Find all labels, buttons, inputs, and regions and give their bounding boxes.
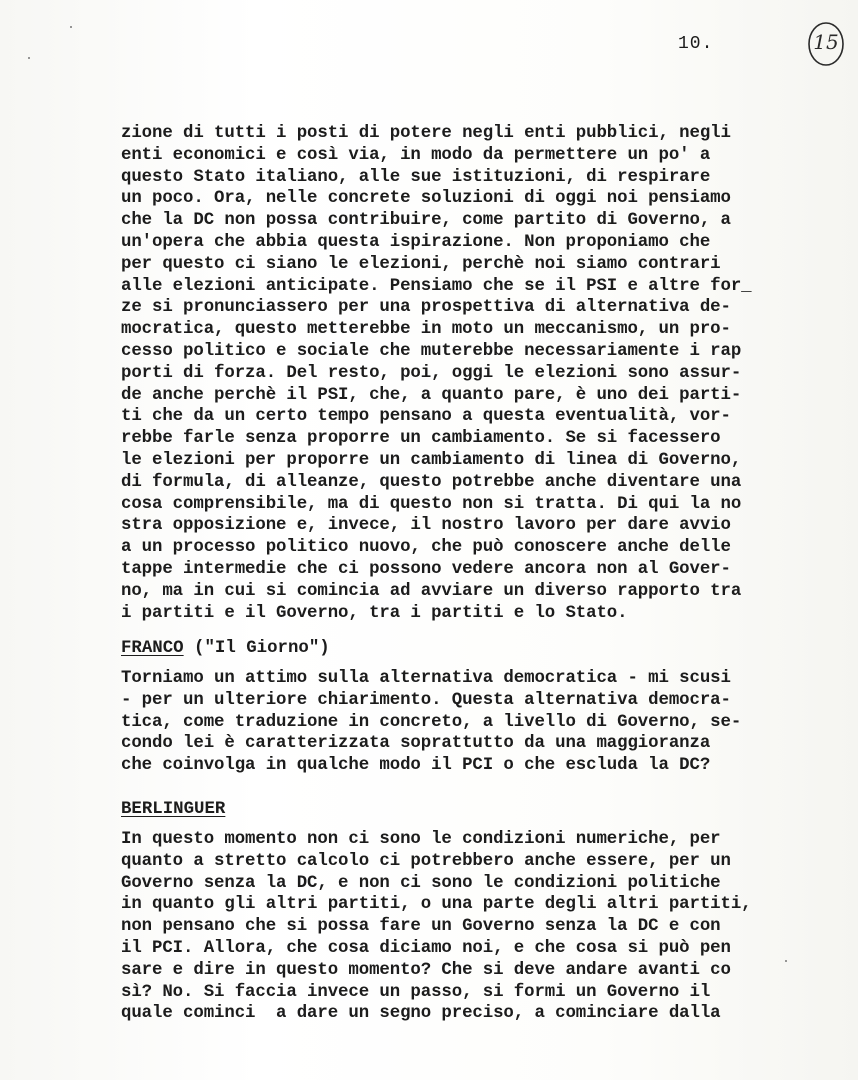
text-line: i partiti e il Governo, tra i partiti e lo Stato. — [121, 603, 628, 623]
text-line: condo lei è caratterizzata soprattutto da una maggioranza — [121, 734, 711, 754]
text-line: cesso politico e sociale che muterebbe necessariamente i rap — [121, 341, 742, 361]
page-number: 10. — [678, 34, 714, 54]
text-line: enti economici e così via, in modo da permettere un po' a — [121, 145, 711, 165]
text-line: un'opera che abbia questa ispirazione. Non proponiamo che — [121, 232, 711, 252]
text-line: tappe intermedie che ci possono vedere ancora non al Gover- — [121, 559, 731, 579]
archive-stamp-number: 15 — [813, 30, 839, 54]
text-line: di formula, di alleanze, questo potrebbe anche diventare una — [121, 472, 742, 492]
archive-stamp — [806, 20, 846, 68]
text-line: tica, come traduzione in concreto, a livello di Governo, se- — [121, 712, 742, 732]
text-line: sare e dire in questo momento? Che si deve andare avanti co — [121, 960, 731, 980]
text-line: sì? No. Si faccia invece un passo, si formi un Governo il — [121, 982, 711, 1002]
text-line: In questo momento non ci sono le condizioni numeriche, per — [121, 830, 721, 849]
text-line: quanto a stretto calcolo ci potrebbero anche essere, per un — [121, 851, 731, 871]
paper-speck — [785, 960, 787, 962]
text-line: per questo ci siano le elezioni, perchè noi siamo contrari — [121, 254, 721, 274]
text-line: de anche perchè il PSI, che, a quanto pare, è uno dei parti- — [121, 385, 742, 405]
paragraph-1 — [121, 123, 781, 624]
text-line: no, ma in cui si comincia ad avviare un diverso rapporto tra — [121, 581, 742, 601]
text-line: alle elezioni anticipate. Pensiamo che se il PSI e altre for_ — [121, 276, 752, 296]
text-line: che la DC non possa contribuire, come partito di Governo, a — [121, 211, 731, 231]
text-line: zione di tutti i posti di potere negli enti pubblici, negli — [121, 124, 731, 143]
text-line: ti che da un certo tempo pensano a questa eventualità, vor- — [121, 407, 731, 427]
speaker-franco — [121, 639, 330, 658]
text-line: il PCI. Allora, che cosa diciamo noi, e che cosa si può pen — [121, 938, 731, 958]
speaker-franco-affiliation: ("Il Giorno") — [183, 639, 330, 658]
text-line: Governo senza la DC, e non ci sono le condizioni politiche — [121, 873, 721, 893]
text-line: porti di forza. Del resto, poi, oggi le elezioni sono assur- — [121, 363, 742, 383]
text-line: questo Stato italiano, alle sue istituzioni, di respirare — [121, 167, 711, 187]
speaker-berlinguer — [121, 800, 225, 819]
paper-speck — [28, 57, 30, 59]
text-line: che coinvolga in qualche modo il PCI o che escluda la DC? — [121, 756, 711, 776]
text-line: un poco. Ora, nelle concrete soluzioni di oggi noi pensiamo — [121, 189, 731, 209]
paragraph-2 — [121, 668, 781, 777]
paper-speck — [70, 26, 72, 28]
text-line: in quanto gli altri partiti, o una parte degli altri partiti, — [121, 895, 752, 915]
text-line: le elezioni per proporre un cambiamento di linea di Governo, — [121, 450, 742, 470]
text-line: - per un ulteriore chiarimento. Questa alternativa democra- — [121, 690, 731, 710]
paragraph-3 — [121, 829, 781, 1025]
text-line: quale cominci a dare un segno preciso, a cominciare dalla — [121, 1004, 721, 1024]
text-line: stra opposizione e, invece, il nostro lavoro per dare avvio — [121, 516, 731, 536]
text-line: Torniamo un attimo sulla alternativa democratica - mi scusi — [121, 669, 731, 688]
text-line: cosa comprensibile, ma di questo non si tratta. Di qui la no — [121, 494, 742, 514]
text-line: a un processo politico nuovo, che può conoscere anche delle — [121, 538, 731, 558]
text-line: ze si pronunciassero per una prospettiva di alternativa de- — [121, 298, 731, 318]
text-line: rebbe farle senza proporre un cambiamento. Se si facessero — [121, 429, 721, 449]
speaker-franco-name: FRANCO — [121, 639, 184, 658]
text-line: non pensano che si possa fare un Governo senza la DC e con — [121, 917, 721, 937]
speaker-berlinguer-name: BERLINGUER — [121, 800, 226, 819]
text-line: mocratica, questo metterebbe in moto un meccanismo, un pro- — [121, 320, 731, 340]
